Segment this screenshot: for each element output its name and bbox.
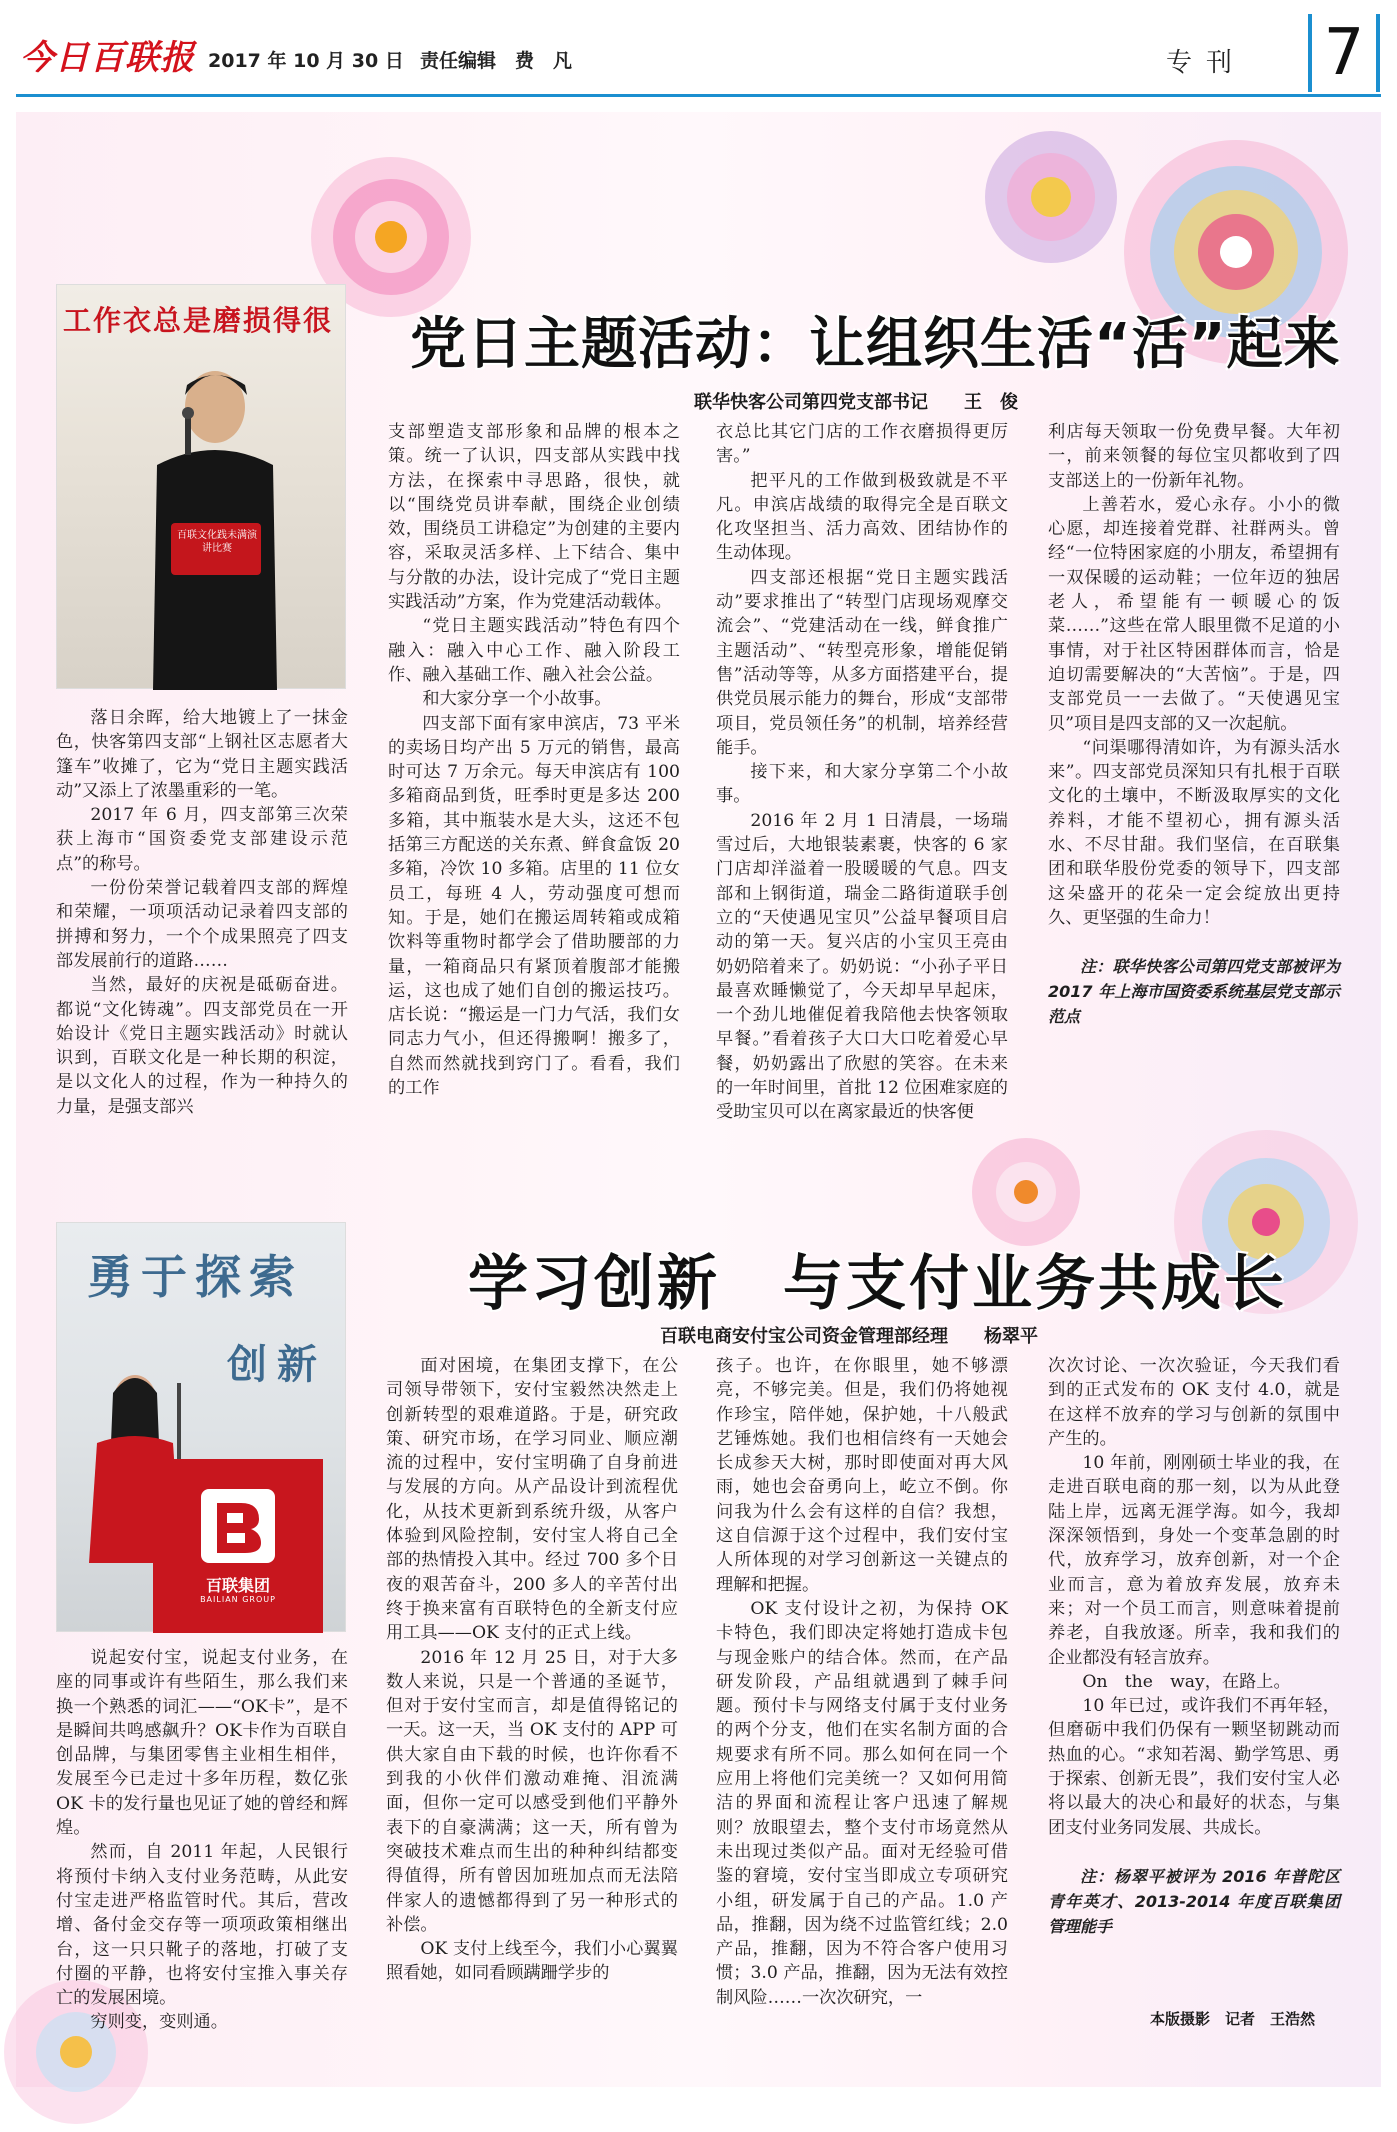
newspaper-logo: 今日百联报 — [20, 38, 195, 78]
paragraph: On the way，在路上。 — [1082, 1671, 1291, 1692]
paragraph: 2016 年 12 月 25 日，对于大多数人来说，只是一个普通的圣诞节，但对于安付宝而言，却是值得铭记的一天。这一天，当 OK 支付的 APP 可供大家自由下载的时候，也许你看不到我的小伙伴们激动难掩、泪流满面，但你一定可以感受到他们平静外表下的自豪满满；这一天，所有曾为突破技术难点而生出的种种纠结都变得值得，所有曾因加班加点而无法陪伴家人的遗憾都得到了另一种形式的补偿。 — [386, 1647, 678, 1935]
podium — [153, 1459, 323, 1633]
paragraph: 2016 年 2 月 1 日清晨，一场瑞雪过后，大地银装素裹，快客的 6 家门店却洋溢着一股暖暖的气息。四支部和上钢街道，瑞金二路街道联手创立的“天使遇见宝贝”公益早餐项目启动的第一天。复兴店的小宝贝王亮由奶奶陪着来了。奶奶说：“小孙子平日最喜欢睡懒觉了，今天却早早起床，一个劲儿地催促着我陪他去快客领取早餐。”看着孩子大口大口吃着爱心早餐，奶奶露出了欣慰的笑容。在未来的一年时间里，首批 12 位困难家庭的受助宝贝可以在离家最近的快客便 — [716, 810, 1008, 1123]
article1-column-4 — [1048, 420, 1340, 1080]
masthead — [16, 14, 1381, 94]
paragraph: “问渠哪得清如许，为有源头活水来”。四支部党员深知只有扎根于百联文化的土壤中，不断汲取厚实的文化养料，才能不望初心，拥有源头活水、不尽甘甜。我们坚信，在百联集团和联华股份党委的领导下，四支部这朵盛开的花朵一定会绽放出更持久、更坚强的生命力！ — [1048, 737, 1340, 928]
article1-note: 注：联华快客公司第四党支部被评为 2017 年上海市国资委系统基层党支部示范点 — [1048, 957, 1340, 1027]
article2-note: 注：杨翠平被评为 2016 年普陀区青年英才、2013-2014 年度百联集团管理能手 — [1048, 1866, 1340, 1936]
paragraph: 当然，最好的庆祝是砥砺奋进。都说“文化铸魂”。四支部党员在一开始设计《党日主题实践活动》时就认识到，百联文化是一种长期的积淀，是以文化人的过程，作为一种持久的力量，是强支部兴 — [56, 975, 348, 1117]
masthead-rule — [16, 94, 1381, 97]
article2-column-2 — [386, 1354, 678, 2006]
bailian-logo-icon — [201, 1489, 275, 1563]
paragraph: 支部塑造支部形象和品牌的根本之策。统一了认识，四支部从实践中找方法，在探索中寻思路，很快，就以“围绕党员讲奉献，围绕企业创绩效，围绕员工讲稳定”为创建的主要内容，采取灵活多样、上下结合、集中与分散的办法，设计完成了“党日主题实践活动”方案，作为党建活动载体。 — [388, 422, 680, 613]
article2-column-4 — [1048, 1354, 1340, 1954]
photo-banner-text: 勇于探索 — [87, 1250, 303, 1304]
paragraph: 孩子。也许，在你眼里，她不够漂亮，不够完美。但是，我们仍将她视作珍宝，陪伴她，保护她，十八般武艺锤炼她。我们也相信终有一天她会长成参天大树，那时即使面对再大风雨，她也会奋勇向上，屹立不倒。你问我为什么会有这样的自信？我想，这自信源于这个过程中，我们安付宝人所体现的对学习创新这一关键点的理解和把握。 — [716, 1356, 1008, 1595]
article2-byline: 百联电商安付宝公司资金管理部经理 杨翠平 — [660, 1326, 1038, 1347]
paragraph: 落日余晖，给大地镀上了一抹金色，快客第四支部“上钢社区志愿者大篷车”收摊了，它为“党日主题实践活动”又添上了浓墨重彩的一笔。 — [56, 708, 348, 801]
paragraph: 次次讨论、一次次验证，今天我们看到的正式发布的 OK 支付 4.0，就是在这样不放弃的学习与创新的氛围中产生的。 — [1048, 1356, 1340, 1449]
paragraph: 上善若水，爱心永存。小小的微心愿，却连接着党群、社群两头。曾经“一位特困家庭的小朋友，希望拥有一双保暖的运动鞋；一位年迈的独居老人，希望能有一顿暖心的饭菜……”这些在常人眼里微不足道的小事情，对于社区特困群体而言，恰是迫切需要解决的“大苦恼”。于是，四支部党员一一去做了。“天使遇见宝贝”项目是四支部的又一次起航。 — [1048, 494, 1340, 734]
publication-date: 2017 年 10 月 30 日 — [208, 50, 404, 72]
article2-photo — [56, 1222, 346, 1632]
paragraph: OK 支付上线至今，我们小心翼翼照看她，如同看顾蹒跚学步的 — [386, 1939, 678, 1984]
podium-brand-en-text: BAILIAN GROUP — [200, 1595, 276, 1604]
paragraph: 四支部还根据“党日主题实践活动”要求推出了“转型门店现场观摩交流会”、“党建活动在一线，鲜食推广主题活动”、“转型亮形象，增能促销售”活动等等，从多方面搭建平台，提供党员展示能力的舞台，形成“支部带项目，党员领任务”的机制，培养经营能手。 — [716, 567, 1008, 758]
photo-sign-text: 百联文化践未满演讲比赛 — [177, 530, 257, 554]
paragraph: 接下来，和大家分享第二个小故事。 — [716, 762, 1008, 807]
paragraph: 10 年已过，或许我们不再年轻，但磨砺中我们仍保有一颗坚韧跳动而热血的心。“求知若渴、勤学笃思、勇于探索、创新无畏”，我们安付宝人必将以最大的决心和最好的状态，与集团支付业务同发展、共成长。 — [1048, 1696, 1340, 1838]
photo-banner-text: 创新 — [227, 1342, 327, 1388]
editor-credit: 责任编辑 费 凡 — [420, 50, 573, 72]
paragraph: 穷则变，变则通。 — [90, 2012, 228, 2033]
speaker-figure-icon — [127, 355, 297, 690]
podium-brand-text: 百联集团 — [205, 1576, 270, 1595]
flower-decoration-icon — [976, 122, 1126, 272]
page-number-box — [1308, 14, 1380, 92]
article1-column-3 — [716, 420, 1008, 1165]
paragraph: 一份份荣誉记载着四支部的辉煌和荣耀，一项项活动记录着四支部的拼搏和努力，一个个成果照亮了四支部发展前行的道路…… — [56, 878, 348, 971]
article2-column-3 — [716, 1354, 1008, 2006]
paragraph: 10 年前，刚刚硕士毕业的我，在走进百联电商的那一刻，以为从此登陆上岸，远离无涯学海。如今，我却深深领悟到，身处一个变革急剧的时代，放弃学习，放弃创新，对一个企业而言，意为着放弃发展，放弃未来；对一个员工而言，则意味着提前养老，自我放逐。所幸，我和我们的企业都没有轻言放弃。 — [1048, 1453, 1340, 1668]
page-number: 7 — [1323, 16, 1365, 90]
paragraph: 2017 年 6 月，四支部第三次荣获上海市“国资委党支部建设示范点”的称号。 — [56, 805, 348, 874]
paragraph: “党日主题实践活动”特色有四个融入：融入中心工作、融入阶段工作、融入基础工作、融入社会公益。 — [388, 616, 680, 685]
article1-photo — [56, 284, 346, 689]
paragraph: 和大家分享一个小故事。 — [422, 689, 612, 710]
paragraph: 面对困境，在集团支撑下，在公司领导带领下，安付宝毅然决然走上创新转型的艰难道路。于是，研究政策、研究市场，在学习同业、顺应潮流的过程中，安付宝明确了自身前进与发展的方向。从产品设计到流程优化，从技术更新到系统升级，从客户体验到风险控制，安付宝人将自己全部的热情投入其中。经过 700 多个日夜的艰苦奋斗，200 多人的辛苦付出终于换来富有百联特色的全新支付应用工具——OK 支付的正式上线。 — [386, 1356, 678, 1644]
article1-headline: 党日主题活动：让组织生活“活”起来 — [410, 312, 1341, 377]
paragraph: 衣总比其它门店的工作衣磨损得更厉害。” — [716, 422, 1008, 467]
article1-column-1 — [56, 706, 348, 1166]
paragraph: 利店每天领取一份免费早餐。大年初一，前来领餐的每位宝贝都收到了四支部送上的一份新年礼物。 — [1048, 422, 1340, 491]
article2-column-1 — [56, 1646, 348, 2033]
paragraph: OK 支付设计之初，为保持 OK 卡特色，我们即决定将她打造成卡包与现金账户的结合体。然而，在产品研发阶段，产品组就遇到了棘手问题。预付卡与网络支付属于支付业务的两个分支，他们在实名制方面的合规要求有所不同。那么如何在同一个应用上将他们完美统一？又如何用简洁的界面和流程让客户迅速了解规则？放眼望去，整个支付市场竟然从未出现过类似产品。面对无经验可借鉴的窘境，安付宝当即成立专项研究小组，研发属于自己的产品。1.0 产品，推翻，因为绕不过监管红线；2.0 产品，推翻，因为不符合客户使用习惯；3.0 产品，推翻，因为无法有效控制风险……一次次研究，一 — [716, 1598, 1008, 2008]
paragraph: 说起安付宝，说起支付业务，在座的同事或许有些陌生，那么我们来换一个熟悉的词汇——“OK卡”，是不是瞬间共鸣感飙升？OK卡作为百联自创品牌，与集团零售主业相生相伴，发展至今已走过十多年历程，数亿张 OK 卡的发行量也见证了她的曾经和辉煌。 — [56, 1648, 348, 1839]
article2-headline: 学习创新 与支付业务共成长 — [468, 1249, 1287, 1319]
paragraph: 然而，自 2011 年起，人民银行将预付卡纳入支付业务范畴，从此安付宝走进严格监管时代。其后，营改增、备付金交存等一项项政策相继出台，这一只只靴子的落地，打破了支付圈的平静，也将安付宝推入事关存亡的发展困境。 — [56, 1842, 348, 2009]
photo-credit: 本版摄影 记者 王浩然 — [1150, 2010, 1316, 2028]
paragraph: 四支部下面有家申滨店，73 平米的卖场日均产出 5 万元的销售，最高时可达 7 万余元。每天申滨店有 100 多箱商品到货，旺季时更是多达 200 多箱，其中瓶装水是大头，这还不包括第三方配送的关东煮、鲜食盒饭 20 多箱，冷饮 10 多箱。店里的 11 位女员工，每班 4 人，劳动强度可想而知。于是，她们在搬运周转箱或成箱饮料等重物时都学会了借助腰部的力量，一箱商品只有紧顶着腹部才能搬运，这也成了她们自创的搬运技巧。店长说：“搬运是一门力气活，我们女同志力气小，但还得搬啊！搬多了，自然而然就找到窍门了。看看，我们的工作 — [388, 713, 680, 1099]
article1-byline: 联华快客公司第四党支部书记 王 俊 — [694, 392, 1018, 413]
section-label: 专刊 — [1166, 48, 1247, 78]
article1-column-2 — [388, 420, 680, 1165]
paragraph: 把平凡的工作做到极致就是不平凡。申滨店战绩的取得完全是百联文化攻坚担当、活力高效、团结协作的生动体现。 — [716, 470, 1008, 564]
photo-banner-text: 工作衣总是磨损得很 — [63, 304, 334, 337]
